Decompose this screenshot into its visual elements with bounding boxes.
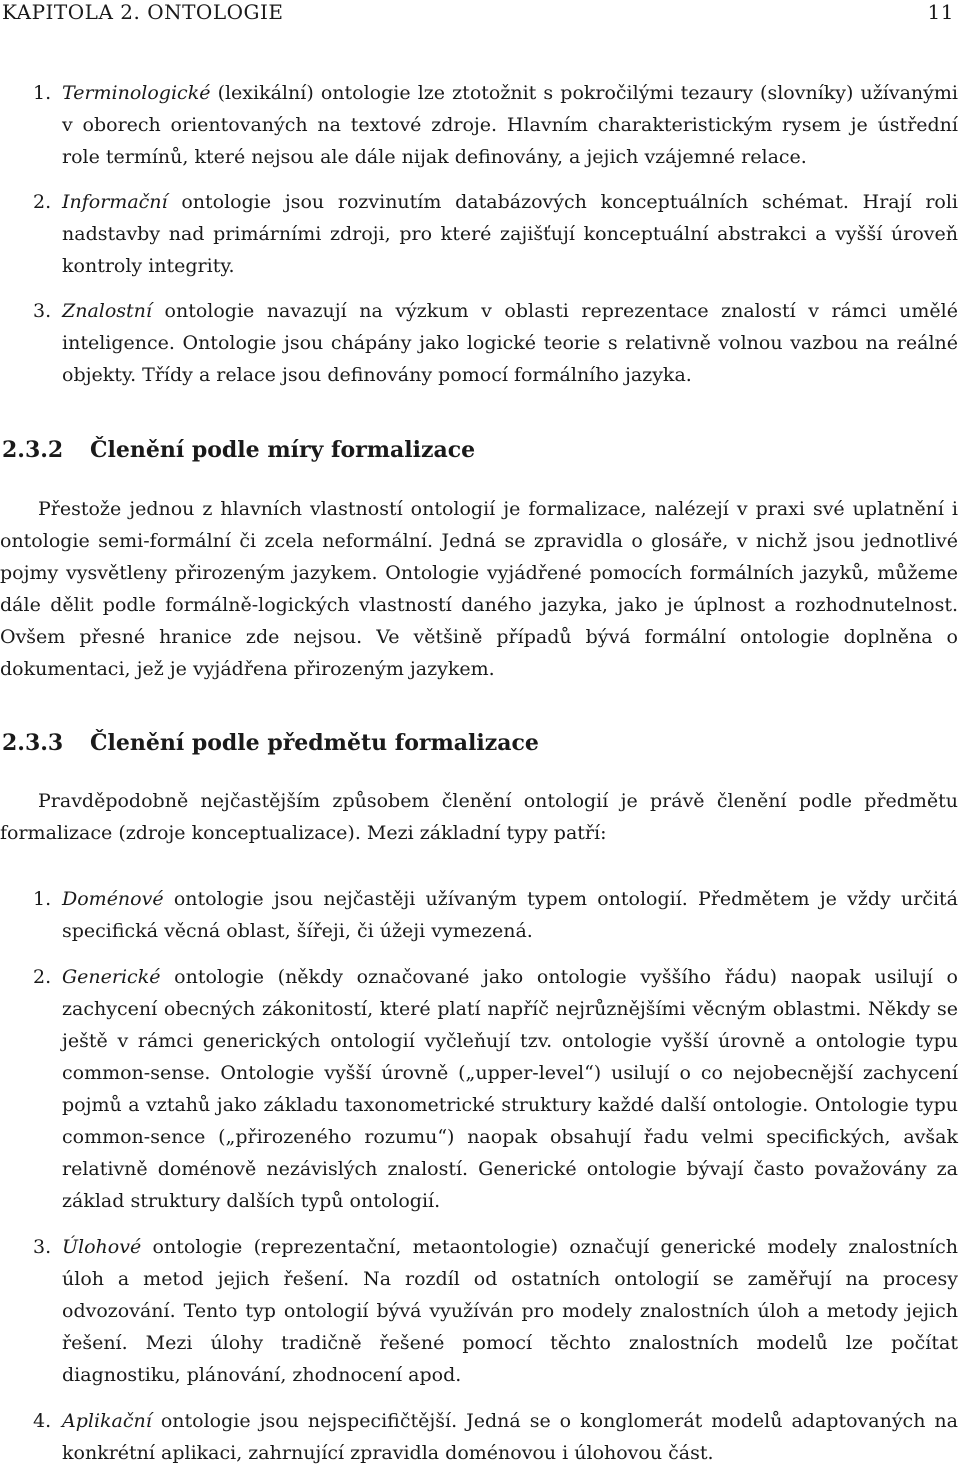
list-item-term: Úlohové [62, 1236, 142, 1258]
list-item [0, 1405, 960, 1469]
list-item-body: ontologie jsou nejspecifičtější. Jedná se o konglomerát modelů adaptovaných na konkrétní aplikaci, zahrnující zpravidla doménovou i úlohovou část. [62, 1410, 958, 1464]
section-title: Členění podle předmětu formalizace [90, 730, 539, 756]
list-item-body: ontologie jsou nejčastěji užívaným typem ontologií. Předmětem je vždy určitá specifická věcná oblast, šířeji, či úžeji vymezená. [62, 888, 958, 942]
list-item-term: Znalostní [62, 300, 152, 322]
section-number: 2.3.3 [2, 730, 64, 756]
ontology-types-list-2 [0, 883, 960, 1482]
section-number: 2.3.2 [2, 437, 64, 463]
list-item-text [62, 883, 958, 947]
list-item [0, 1231, 960, 1391]
list-number: 1. [33, 82, 52, 104]
list-number: 4. [33, 1410, 52, 1432]
list-item-term: Terminologické [62, 82, 211, 104]
list-item-body: ontologie (reprezentační, metaontologie) označují generické modely znalostních úloh a metod jejich řešení. Na rozdíl od ostatních ontologií se zaměřují na procesy odvozování. Tento typ ontologií bývá využíván pro modely znalostních úloh a metody jejich řešení. Mezi úlohy tradičně řešené pomocí těchto znalostních modelů lze počítat diagnostiku, plánování, zhodnocení apod. [62, 1236, 958, 1386]
list-item [0, 961, 960, 1217]
list-item [0, 186, 960, 282]
chapter-title: KAPITOLA 2. ONTOLOGIE [2, 0, 284, 24]
list-item-text [62, 77, 958, 173]
section-paragraph: Pravděpodobně nejčastějším způsobem členění ontologií je právě členění podle předmětu formalizace (zdroje konceptualizace). Mezi základní typy patří: [0, 790, 958, 844]
list-item-term: Aplikační [62, 1410, 152, 1432]
list-item-text [62, 295, 958, 391]
list-number: 2. [33, 191, 52, 213]
section-paragraph: Přestože jednou z hlavních vlastností ontologií je formalizace, nalézejí v praxi své uplatnění i ontologie semi-formální či zcela neformální. Jedná se zpravidla o glosáře, v nichž jsou jednotlivé pojmy vysvětleny přirozeným jazykem. Ontologie vyjádřené pomocích formálních jazyků, můžeme dále dělit podle formálně-logických vlastností daného jazyka, jako je úplnost a rozhodnutelnost. Ovšem přesné hranice zde nejsou. Ve většině případů bývá formální ontologie doplněna o dokumentaci, jež je vyjádřena přirozeným jazykem. [0, 498, 958, 680]
section-heading-formalization-level [2, 436, 475, 464]
section-heading-formalization-subject [2, 729, 539, 757]
page-number: 11 [927, 0, 954, 24]
list-item [0, 295, 960, 391]
list-item-text [62, 1405, 958, 1469]
list-item-text [62, 186, 958, 282]
section-title: Členění podle míry formalizace [90, 437, 476, 463]
list-item-term: Doménové [62, 888, 164, 910]
ontology-types-list-1 [0, 77, 960, 404]
list-item [0, 77, 960, 173]
list-item-term: Generické [62, 966, 161, 988]
list-number: 3. [33, 1236, 52, 1258]
list-item-term: Informační [62, 191, 168, 213]
list-item [0, 883, 960, 947]
list-item-text [62, 1231, 958, 1391]
list-item-body: (lexikální) ontologie lze ztotožnit s pokročilými tezaury (slovníky) užívanými v oborech orientovaných na textové zdroje. Hlavním charakteristickým rysem je ústřední role termínů, které nejsou ale dále nijak definovány, a jejich vzájemné relace. [62, 82, 958, 168]
list-number: 2. [33, 966, 52, 988]
running-header [2, 0, 954, 24]
list-number: 3. [33, 300, 52, 322]
list-item-body: ontologie navazují na výzkum v oblasti reprezentace znalostí v rámci umělé inteligence. Ontologie jsou chápány jako logické teorie s relativně volnou vazbou na reálné objekty. Třídy a relace jsou definovány pomocí formálního jazyka. [62, 300, 958, 386]
list-number: 1. [33, 888, 52, 910]
list-item-body: ontologie jsou rozvinutím databázových konceptuálních schémat. Hrají roli nadstavby nad primárními zdroji, pro které zajišťují konceptuální abstrakci a vyšší úroveň kontroly integrity. [62, 191, 958, 277]
list-item-body: ontologie (někdy označované jako ontologie vyššího řádu) naopak usilují o zachycení obecných zákonitostí, které platí napříč nejrůznějšími věcným oblastmi. Někdy se ještě v rámci generických ontologií vyčleňují tzv. ontologie vyšší úrovně a ontologie typu common-sense. Ontologie vyšší úrovně („upper-level“) usilují o co nejobecnější zachycení pojmů a vztahů jako základu taxonometrické struktury každé další ontologie. Ontologie typu common-sence („přirozeného rozumu“) naopak obsahují řadu velmi specifických, avšak relativně doménově nezávislých znalostí. Generické ontologie bývají často považovány za základ struktury dalších typů ontologií. [62, 966, 958, 1212]
list-item-text [62, 961, 958, 1217]
